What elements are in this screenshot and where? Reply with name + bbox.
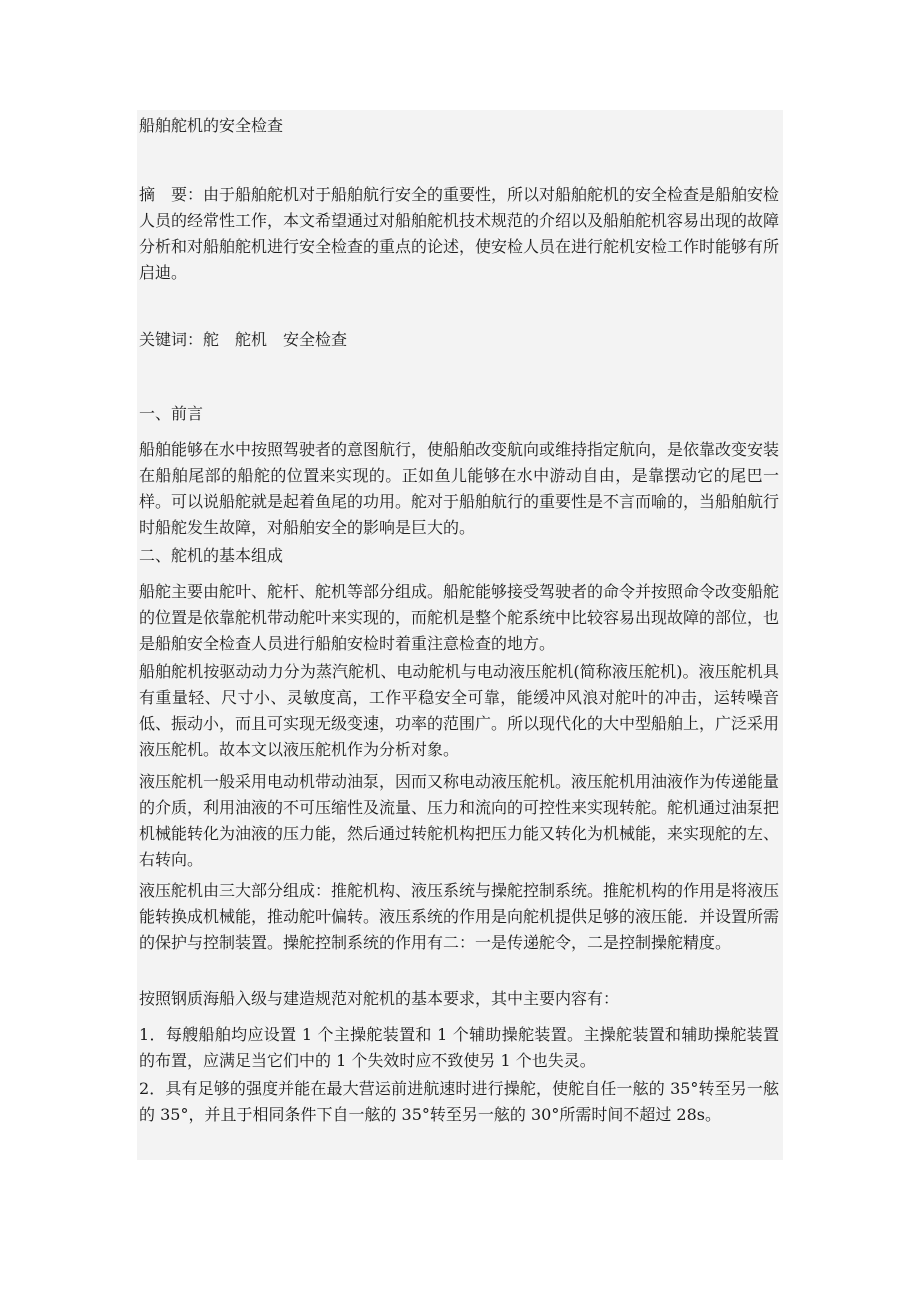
- section-heading-components: 二、舵机的基本组成: [139, 546, 284, 565]
- preface-paragraph: 船舶能够在水中按照驾驶者的意图航行，使船舶改变航向或维持指定航向，是依靠改变安装在船舶尾部的船舵的位置来实现的。正如鱼儿能够在水中游动自由，是靠摆动它的尾巴一样。可以说船舵就是起着鱼尾的功用。舵对于船舶航行的重要性是不言而喻的，当船舶航行时船舵发生故障，对船舶安全的影响是巨大的。: [139, 440, 780, 537]
- section-heading-preface: 一、前言: [139, 404, 204, 423]
- requirement-item-2: 2．具有足够的强度并能在最大营运前进航速时进行操舵，使舵自任一舷的 35°转至另一舷的 35°，并且于相同条件下自一舷的 35°转至另一舷的 30°所需时间不超过 28s。: [139, 1079, 779, 1124]
- components-paragraph-4: 液压舵机由三大部分组成：推舵机构、液压系统与操舵控制系统。推舵机构的作用是将液压能转换成机械能，推动舵叶偏转。液压系统的作用是向舵机提供足够的液压能．并设置所需的保护与控制装置。操舵控制系统的作用有二：一是传递舵令，二是控制操舵精度。: [139, 881, 780, 952]
- components-paragraph-1: 船舵主要由舵叶、舵杆、舵机等部分组成。船舵能够接受驾驶者的命令并按照命令改变船舵的位置是依靠舵机带动舵叶来实现的，而舵机是整个舵系统中比较容易出现故障的部位，也是船舶安全检查人员进行船舶安检时着重注意检查的地方。: [139, 582, 780, 653]
- requirements-intro: 按照钢质海船入级与建造规范对舵机的基本要求，其中主要内容有：: [139, 989, 620, 1008]
- document-text-block: [137, 110, 783, 1160]
- keywords-line: 关键词：舵 舵机 安全检查: [139, 330, 348, 349]
- abstract-paragraph: 摘 要：由于船舶舵机对于船舶航行安全的重要性，所以对船舶舵机的安全检查是船舶安检人员的经常性工作，本文希望通过对船舶舵机技术规范的介绍以及船舶舵机容易出现的故障分析和对船舶舵机进行安全检查的重点的论述，使安检人员在进行舵机安检工作时能够有所启迪。: [139, 185, 780, 282]
- components-paragraph-2: 船舶舵机按驱动动力分为蒸汽舵机、电动舵机与电动液压舵机(简称液压舵机)。液压舵机具有重量轻、尺寸小、灵敏度高，工作平稳安全可靠，能缓冲风浪对舵叶的冲击，运转噪音低、振动小，而且可实现无级变速，功率的范围广。所以现代化的大中型船舶上，广泛采用液压舵机。故本文以液压舵机作为分析对象。: [139, 662, 780, 759]
- requirement-item-1: 1．每艘船舶均应设置 1 个主操舵装置和 1 个辅助操舵装置。主操舵装置和辅助操舵装置的布置，应满足当它们中的 1 个失效时应不致使另 1 个也失灵。: [139, 1025, 779, 1070]
- components-paragraph-3: 液压舵机一般采用电动机带动油泵，因而又称电动液压舵机。液压舵机用油液作为传递能量的介质，利用油液的不可压缩性及流量、压力和流向的可控性来实现转舵。舵机通过油泵把机械能转化为油液的压力能，然后通过转舵机构把压力能又转化为机械能，来实现舵的左、右转向。: [139, 772, 780, 869]
- document-title: 船舶舵机的安全检查: [139, 116, 284, 135]
